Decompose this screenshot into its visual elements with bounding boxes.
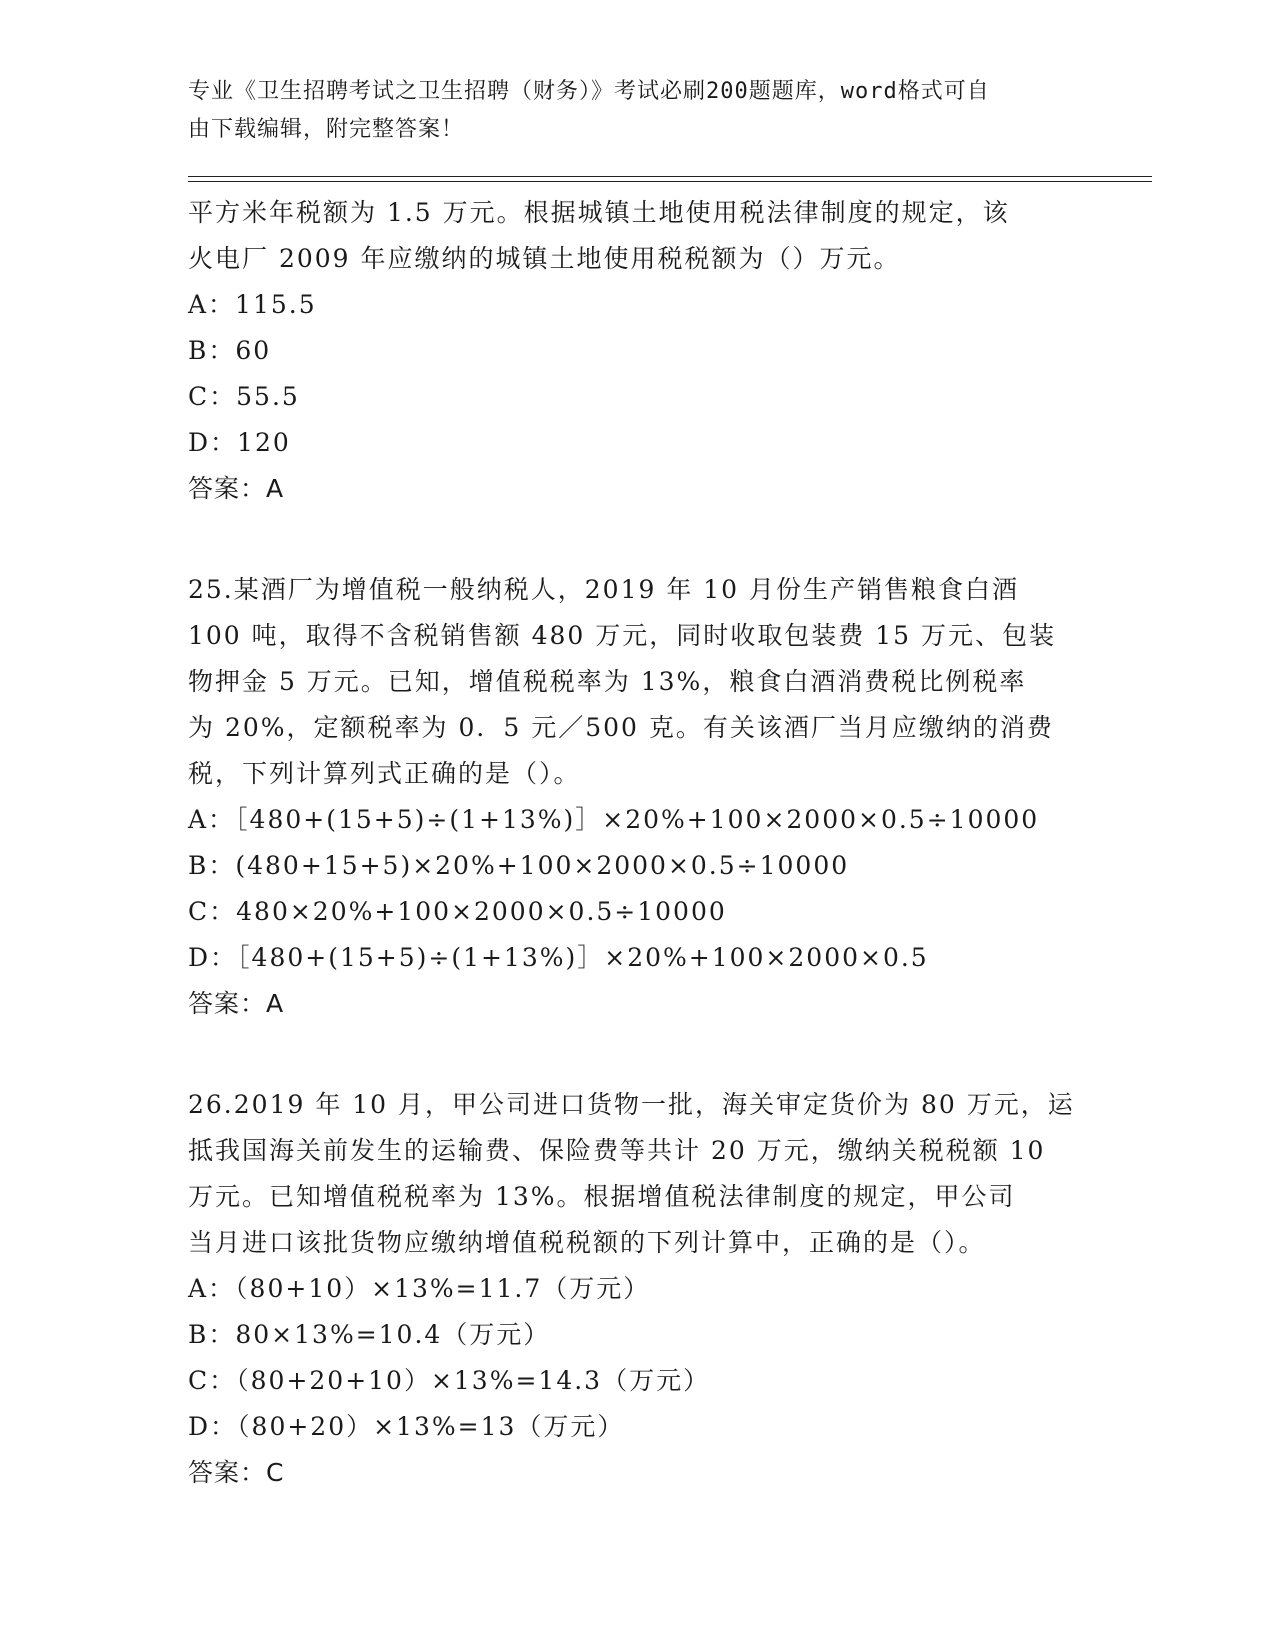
spacer bbox=[188, 512, 1088, 567]
option-b: B：(480+15+5)×20%+100×2000×0.5÷10000 bbox=[188, 851, 850, 880]
question-stem-line: 25.某酒厂为增值税一般纳税人，2019 年 10 月份生产销售粮食白酒 bbox=[188, 575, 1020, 604]
spacer bbox=[188, 1027, 1088, 1082]
question-24 bbox=[188, 190, 1088, 512]
option-c: C：55.5 bbox=[188, 382, 300, 411]
question-25 bbox=[188, 567, 1088, 1027]
question-stem-line: 万元。已知增值税税率为 13%。根据增值税法律制度的规定，甲公司 bbox=[188, 1182, 1016, 1211]
question-stem-line: 物押金 5 万元。已知，增值税税率为 13%，粮食白酒消费税比例税率 bbox=[188, 667, 1027, 696]
header-divider-top bbox=[188, 176, 1152, 177]
answer-label: 答案：C bbox=[188, 1458, 285, 1487]
document-header bbox=[188, 73, 1068, 149]
answer-label: 答案：A bbox=[188, 989, 285, 1018]
question-26 bbox=[188, 1082, 1088, 1496]
question-stem-line: 当月进口该批货物应缴纳增值税税额的下列计算中，正确的是（）。 bbox=[188, 1228, 986, 1257]
question-stem-line: 税，下列计算列式正确的是（）。 bbox=[188, 759, 581, 788]
question-list bbox=[188, 190, 1088, 1496]
option-c: C：480×20%+100×2000×0.5÷10000 bbox=[188, 897, 727, 926]
option-a: A：［480+(15+5)÷(1+13%)］×20%+100×2000×0.5÷10000 bbox=[188, 805, 1040, 834]
option-b: B：80×13%=10.4（万元） bbox=[188, 1320, 551, 1349]
question-stem-line: 100 吨，取得不含税销售额 480 万元，同时收取包装费 15 万元、包装 bbox=[188, 621, 1056, 650]
option-d: D：120 bbox=[188, 428, 291, 457]
option-d: D：［480+(15+5)÷(1+13%)］×20%+100×2000×0.5 bbox=[188, 943, 929, 972]
option-a: A：115.5 bbox=[188, 290, 317, 319]
option-d: D：（80+20）×13%=13（万元） bbox=[188, 1412, 625, 1441]
question-stem-line: 为 20%，定额税率为 0．5 元／500 克。有关该酒厂当月应缴纳的消费 bbox=[188, 713, 1054, 742]
question-stem-line: 平方米年税额为 1.5 万元。根据城镇土地使用税法律制度的规定，该 bbox=[188, 198, 1010, 227]
header-line-2: 由下载编辑，附完整答案！ bbox=[188, 117, 465, 142]
option-a: A：（80+10）×13%=11.7（万元） bbox=[188, 1274, 651, 1303]
header-divider-bottom bbox=[188, 181, 1152, 182]
question-stem-line: 26.2019 年 10 月，甲公司进口货物一批，海关审定货价为 80 万元，运 bbox=[188, 1090, 1075, 1119]
option-b: B：60 bbox=[188, 336, 272, 365]
answer-label: 答案：A bbox=[188, 474, 285, 503]
option-c: C：（80+20+10）×13%=14.3（万元） bbox=[188, 1366, 711, 1395]
question-stem-line: 抵我国海关前发生的运输费、保险费等共计 20 万元，缴纳关税税额 10 bbox=[188, 1136, 1046, 1165]
header-line-1: 专业《卫生招聘考试之卫生招聘（财务）》考试必刷200题题库，word格式可自 bbox=[188, 79, 990, 104]
question-stem-line: 火电厂 2009 年应缴纳的城镇土地使用税税额为（）万元。 bbox=[188, 244, 901, 273]
